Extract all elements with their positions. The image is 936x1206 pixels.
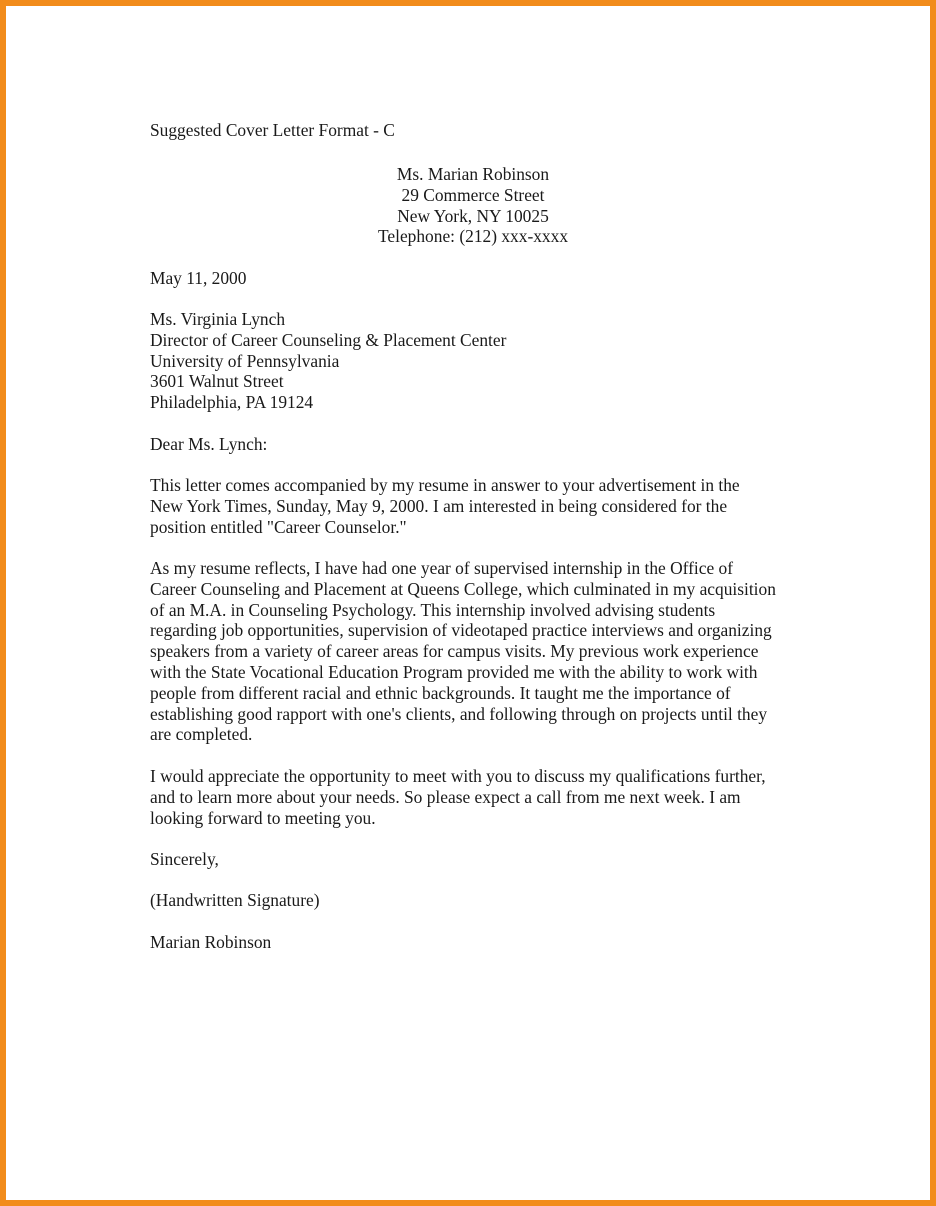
paragraph-line: speakers from a variety of career areas for campus visits. My previous work experience	[150, 641, 759, 662]
recipient-street: 3601 Walnut Street	[150, 371, 284, 392]
recipient-title: Director of Career Counseling & Placement Center	[150, 329, 507, 350]
paragraph-line: of an M.A. in Counseling Psychology. This internship involved advising students	[150, 599, 716, 620]
letter-date: May 11, 2000	[150, 268, 247, 288]
signature-placeholder: (Handwritten Signature)	[150, 890, 320, 910]
recipient-address	[150, 309, 506, 413]
paragraph-line: establishing good rapport with one's clients, and following through on projects until they	[150, 703, 768, 724]
paragraph-2	[150, 558, 776, 745]
recipient-org: University of Pennsylvania	[150, 350, 340, 371]
signer-name: Marian Robinson	[150, 932, 272, 952]
paragraph-line: are completed.	[150, 724, 253, 745]
paragraph-line: position entitled "Career Counselor."	[150, 516, 407, 537]
recipient-name: Ms. Virginia Lynch	[150, 309, 286, 329]
sender-address	[150, 164, 796, 247]
recipient-city: Philadelphia, PA 19124	[150, 392, 314, 413]
paragraph-3	[150, 766, 766, 828]
salutation: Dear Ms. Lynch:	[150, 434, 268, 454]
closing: Sincerely,	[150, 849, 219, 869]
paragraph-line: As my resume reflects, I have had one year of supervised internship in the Office of	[150, 558, 734, 578]
paragraph-line: regarding job opportunities, supervision of videotaped practice interviews and organizing	[150, 620, 772, 641]
sender-street: 29 Commerce Street	[401, 184, 545, 205]
sender-phone: Telephone: (212) xxx-xxxx	[377, 226, 569, 247]
letter-title: Suggested Cover Letter Format - C	[150, 120, 395, 140]
sender-name: Ms. Marian Robinson	[396, 164, 550, 184]
paragraph-line: Career Counseling and Placement at Queens College, which culminated in my acquisition	[150, 578, 776, 599]
sender-city: New York, NY 10025	[397, 205, 549, 226]
paragraph-line: people from different racial and ethnic backgrounds. It taught me the importance of	[150, 682, 731, 703]
paragraph-line: I would appreciate the opportunity to meet with you to discuss my qualifications further,	[150, 766, 766, 786]
paragraph-line: and to learn more about your needs. So please expect a call from me next week. I am	[150, 786, 741, 807]
paragraph-1	[150, 475, 740, 537]
paragraph-line: with the State Vocational Education Program provided me with the ability to work with	[150, 661, 758, 682]
paragraph-line: looking forward to meeting you.	[150, 807, 376, 828]
paragraph-line: New York Times, Sunday, May 9, 2000. I am interested in being considered for the	[150, 495, 728, 516]
paragraph-line: This letter comes accompanied by my resume in answer to your advertisement in the	[150, 475, 740, 495]
